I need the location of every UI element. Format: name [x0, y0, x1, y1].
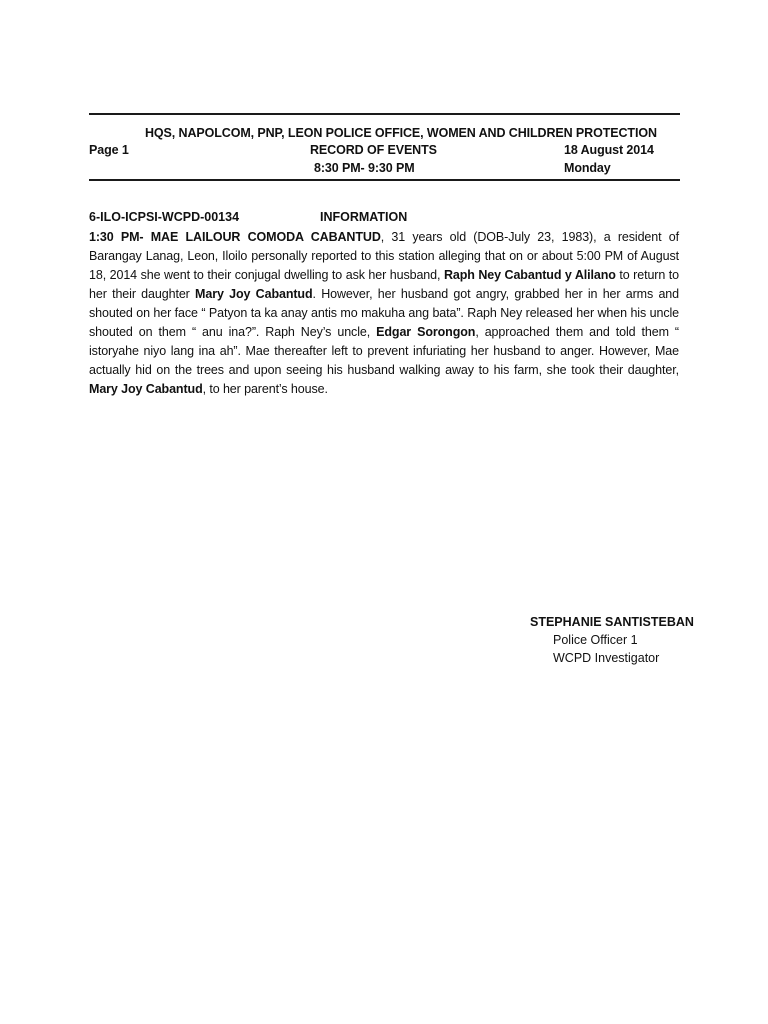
investigator-rank: Police Officer 1 [553, 633, 638, 647]
narrative-segment: , 31 years old (DOB-July 23, 1983), a resident of Barangay Lanag, Leon, Iloilo personally reported to this station alleging that on or about 5:00 PM of August 18, 2014 she went to their conjugal dwelling to ask her husband, [89, 230, 679, 282]
narrative-segment: 1:30 PM- MAE LAILOUR COMODA CABANTUD [89, 230, 381, 244]
investigator-name: STEPHANIE SANTISTEBAN [530, 615, 694, 629]
record-date: 18 August 2014 [564, 143, 654, 157]
office-title: HQS, NAPOLCOM, PNP, LEON POLICE OFFICE, WOMEN AND CHILDREN PROTECTION [145, 126, 657, 140]
case-number: 6-ILO-ICPSI-WCPD-00134 [89, 210, 240, 224]
narrative-segment: to return to her their daughter [89, 268, 679, 301]
narrative-segment: , approached them and told them “ istoryahe niyo lang ina ah”. Mae thereafter left to prevent infuriating her husband to anger. However, Mae actually hid on the trees and upon seeing his husband walking away to his farm, she took their daughter, [89, 325, 679, 377]
incident-narrative [89, 228, 679, 399]
narrative-segment: Raph Ney Cabantud y Alilano [443, 268, 616, 282]
narrative-segment: , to her parent’s house. [202, 382, 328, 396]
record-day: Monday [564, 161, 611, 175]
narrative-segment: . However, her husband got angry, grabbed her in her arms and shouted on her face “ Patyon ta ka anay antis mo makuha ang bata”. Raph Ney released her when his uncle shouted on them “ anu ina?”. Raph Ney’s uncle, [89, 287, 679, 339]
header-bottom-rule [89, 179, 680, 181]
header-top-rule [89, 113, 680, 115]
investigator-unit: WCPD Investigator [553, 651, 660, 665]
narrative-segment: Mary Joy Cabantud [89, 382, 203, 396]
record-title: RECORD OF EVENTS [310, 143, 437, 157]
entry-type-label: INFORMATION [320, 210, 408, 224]
page-number: Page 1 [89, 143, 129, 157]
narrative-segment: Mary Joy Cabantud [195, 287, 313, 301]
narrative-segment: Edgar Sorongon [376, 325, 476, 339]
record-time-range: 8:30 PM- 9:30 PM [314, 161, 415, 175]
